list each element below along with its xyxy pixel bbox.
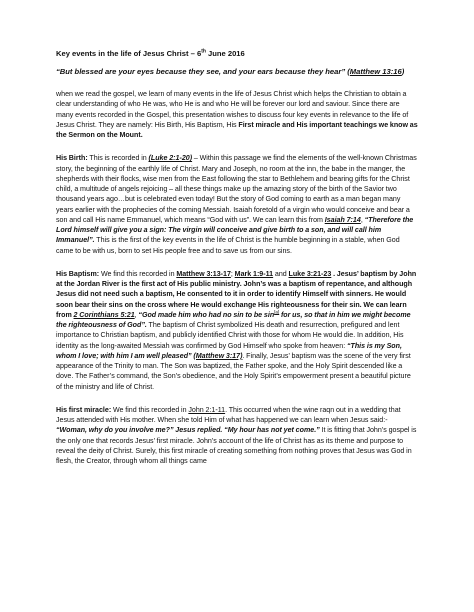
- quote-close: ): [401, 67, 405, 76]
- miracle-text: It is fitting that John’s gospel is the only one that records Jesus’ first miracle. John’s account of the life of Christ has as its theme and purpose to reveal the deity of Christ. Surely, this first miracle of creating something from nothing proves that Jesus was God in flesh, the Creator, through whom all things came: [56, 426, 417, 465]
- mark-reference-link[interactable]: Mark 1:9-11: [234, 269, 274, 278]
- document-title: [56, 48, 418, 59]
- birth-heading: His Birth:: [56, 154, 88, 163]
- corinthians-quote: for us, so that in him we might become the righteousness of God”.: [56, 310, 411, 329]
- opening-quote: [56, 66, 418, 77]
- intro-text: when we read the gospel, we learn of many events in the life of Jesus Christ which helps the Christian to obtain a clear understanding of who He was, who He is and who He will be forever our lord and saviour. Since there are many events recorded in the Gospel, this presentation wishes to discuss four key events in relevance to the life of Jesus Christ. They are namely: His Birth, His Baptism, His: [56, 90, 409, 129]
- miracle-text: . This occurred when the wine raqn out in a wedding that Jesus attended with His mother. When she told Him of what has happened we can learn when Jesus said:-: [56, 405, 401, 424]
- birth-text: – Within this passage we find the elements of the well-known Christmas story, the beginning of the earthly life of Christ. Mary and Joseph, no room at the inn, the babe in the manger, the shepherds with their flocks, wise men from the East following the star to Bethlehem and bearing gifts for the Christ child, a multitude of angels rejoicing – all these things make up the amazing story of the birth of the Savior two thousand years ago…but is celebrated even today! But the story of God coming to earth as a man began many years earlier with the prophecies of the coming Messiah. Isaiah foretold of a virgin who would conceive and bear a son and call His name Emmanuel, which means “God with us”. We can learn this from: [56, 154, 417, 224]
- luke-reference-link[interactable]: (Luke 2:1-20): [148, 154, 193, 163]
- intro-bold-text: First miracle and His important teachings we know as the Sermon on the Mount.: [56, 120, 418, 139]
- miracle-paragraph: [56, 405, 418, 467]
- isaiah-quote: “Therefore the Lord himself will give you a sign: The virgin will conceive and give birth to a son, and will call him Immanuel”.: [56, 215, 414, 245]
- miracle-text: We find this recorded in: [111, 405, 189, 414]
- birth-text: This is the first of the key events in the life of Christ is the humble beginning in a stable, when God came to be with us, born to set His people free and to save us from our sins.: [56, 236, 400, 255]
- baptism-text: The baptism of Christ symbolized His death and resurrection, prefigured and lent importance to Christian baptism, and publicly identified Christ with those for whom He would die. In addition, His identity as the long-awaited Messiah was confirmed by God Himself who spoke from heaven:: [56, 321, 404, 350]
- john-quote: “Woman, why do you involve me?” Jesus replied. “My hour has not yet come.”: [56, 426, 320, 435]
- title-date: June 2016: [205, 49, 245, 58]
- baptism-text: . Jesus’ baptism by John at the Jordan River is the first act of His public ministry. John’s was a baptism of repentance, and although Jesus did not need such a baptism, He consented to it in order to identify Himself with sinners. He would soon bear their sins on the cross where He would exchange His righteousness for their sin. We can learn from: [56, 269, 417, 319]
- luke-reference-link[interactable]: Luke 3:21-23: [288, 269, 332, 278]
- title-superscript: th: [201, 48, 206, 55]
- birth-text: This is recorded in: [87, 154, 149, 163]
- baptism-text: and: [273, 269, 289, 278]
- baptism-paragraph: [56, 269, 418, 392]
- footnote-link[interactable]: [a]: [274, 309, 280, 315]
- matthew-3-17-reference-link[interactable]: (Matthew 3:17): [193, 351, 243, 360]
- matthew-quote: “This is my Son, whom I love; with him I am well pleased”: [56, 341, 402, 360]
- matthew-reference-link[interactable]: Matthew 3:13-17: [176, 269, 231, 278]
- birth-text: ,: [360, 215, 365, 224]
- quote-text: “But blessed are your eyes because they see, and your ears because they hear” (: [56, 67, 350, 76]
- quote-reference-link[interactable]: Matthew 13:16: [349, 67, 402, 76]
- birth-paragraph: [56, 153, 418, 256]
- baptism-text: We find this recorded in: [99, 269, 177, 278]
- miracle-heading: His first miracle:: [56, 405, 112, 414]
- baptism-heading: His Baptism:: [56, 269, 100, 278]
- baptism-text: . Finally, Jesus’ baptism was the scene of the very first appearance of the Trinity to man. The Son was baptized, the Father spoke, and the Holy Spirit descended like a dove. The Father’s command, the Son’s obedience, and the Holy Spirit’s empowerment present a beautiful picture of the ministry and life of Christ.: [56, 351, 411, 391]
- isaiah-reference-link[interactable]: Isaiah 7:14: [324, 215, 361, 224]
- intro-paragraph: [56, 89, 418, 140]
- john-reference-link[interactable]: John 2:1-11: [188, 405, 226, 414]
- corinthians-quote: “God made him who had no sin to be sin: [138, 310, 275, 319]
- corinthians-reference-link[interactable]: 2 Corinthians 5:21: [73, 310, 135, 319]
- baptism-text: ;: [230, 269, 235, 278]
- title-text: Key events in the life of Jesus Christ – 6: [56, 49, 202, 58]
- baptism-text: ,: [134, 310, 139, 319]
